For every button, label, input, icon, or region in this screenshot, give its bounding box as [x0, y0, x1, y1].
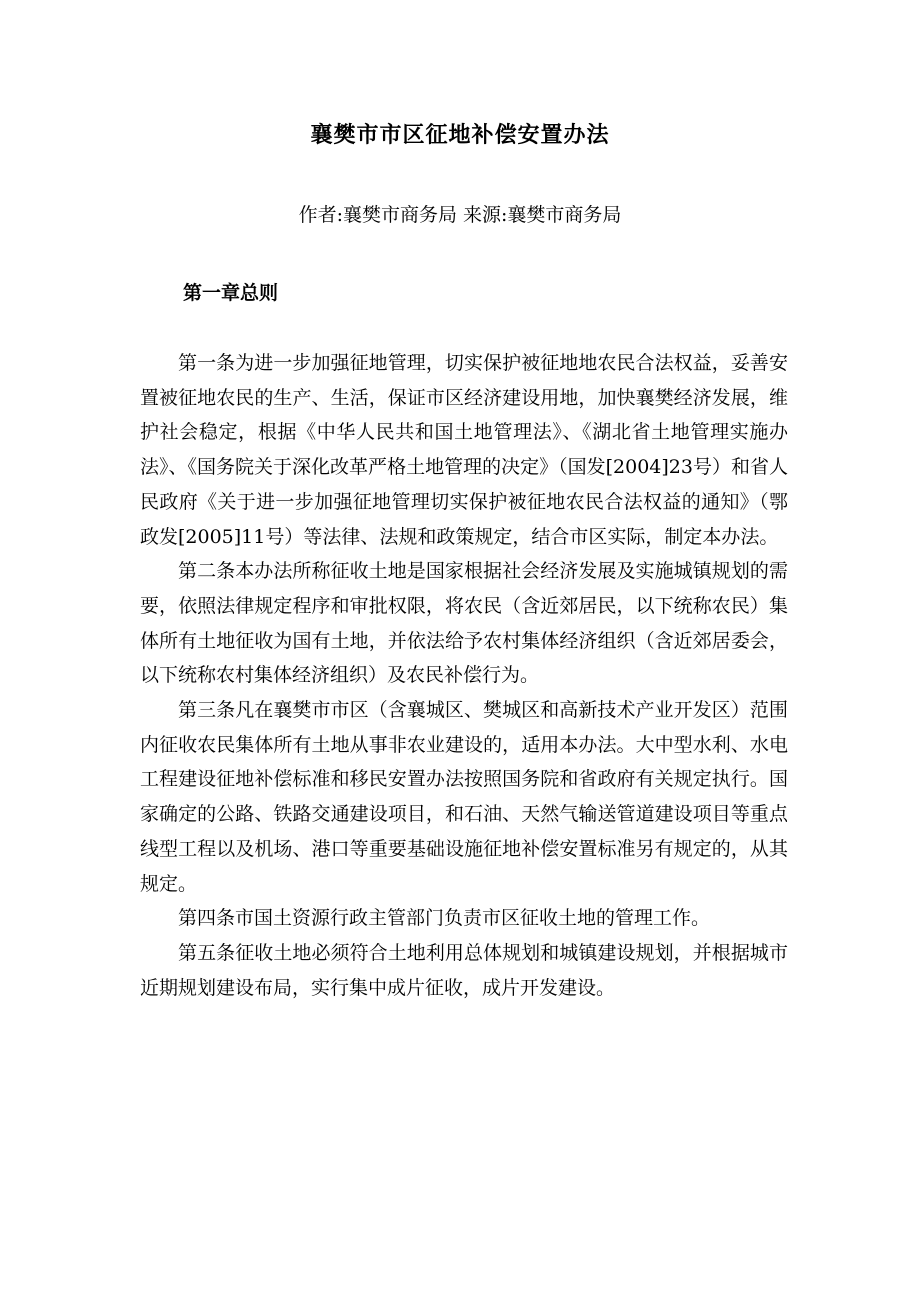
article-2: 第二条本办法所称征收土地是国家根据社会经济发展及实施城镇规划的需要，依照法律规定程序和审批权限，将农民（含近郊居民，以下统称农民）集体所有土地征收为国有土地，并依法给予农村集体经济组织（含近郊居委会，以下统称农村集体经济组织）及农民补偿行为。: [140, 560, 788, 687]
article-5: 第五条征收土地必须符合土地利用总体规划和城镇建设规划，并根据城市近期规划建设布局，实行集中成片征收，成片开发建设。: [140, 941, 788, 999]
article-1: 第一条为进一步加强征地管理，切实保护被征地地农民合法权益，妥善安置被征地农民的生产、生活，保证市区经济建设用地，加快襄樊经济发展，维护社会稳定，根据《中华人民共和国土地管理法》、《湖北省土地管理实施办法》、《国务院关于深化改革严格土地管理的决定》（国发[2004]23号）和省人民政府《关于进一步加强征地管理切实保护被征地农民合法权益的通知》（鄂政发[2005]11号）等法律、法规和政策规定，结合市区实际，制定本办法。: [140, 352, 788, 548]
document-title: 襄樊市市区征地补偿安置办法: [310, 122, 610, 148]
article-4: 第四条市国土资源行政主管部门负责市区征收土地的管理工作。: [178, 907, 711, 930]
article-body: [140, 346, 788, 1005]
chapter-heading: 第一章总则: [183, 282, 279, 304]
author-source-line: 作者:襄樊市商务局 来源:襄樊市商务局: [298, 204, 622, 226]
article-3: 第三条凡在襄樊市市区（含襄城区、樊城区和高新技术产业开发区）范围内征收农民集体所有土地从事非农业建设的，适用本办法。大中型水利、水电工程建设征地补偿标准和移民安置办法按照国务院和省政府有关规定执行。国家确定的公路、铁路交通建设项目，和石油、天然气输送管道建设项目等重点线型工程以及机场、港口等重要基础设施征地补偿安置标准另有规定的，从其规定。: [140, 699, 788, 895]
